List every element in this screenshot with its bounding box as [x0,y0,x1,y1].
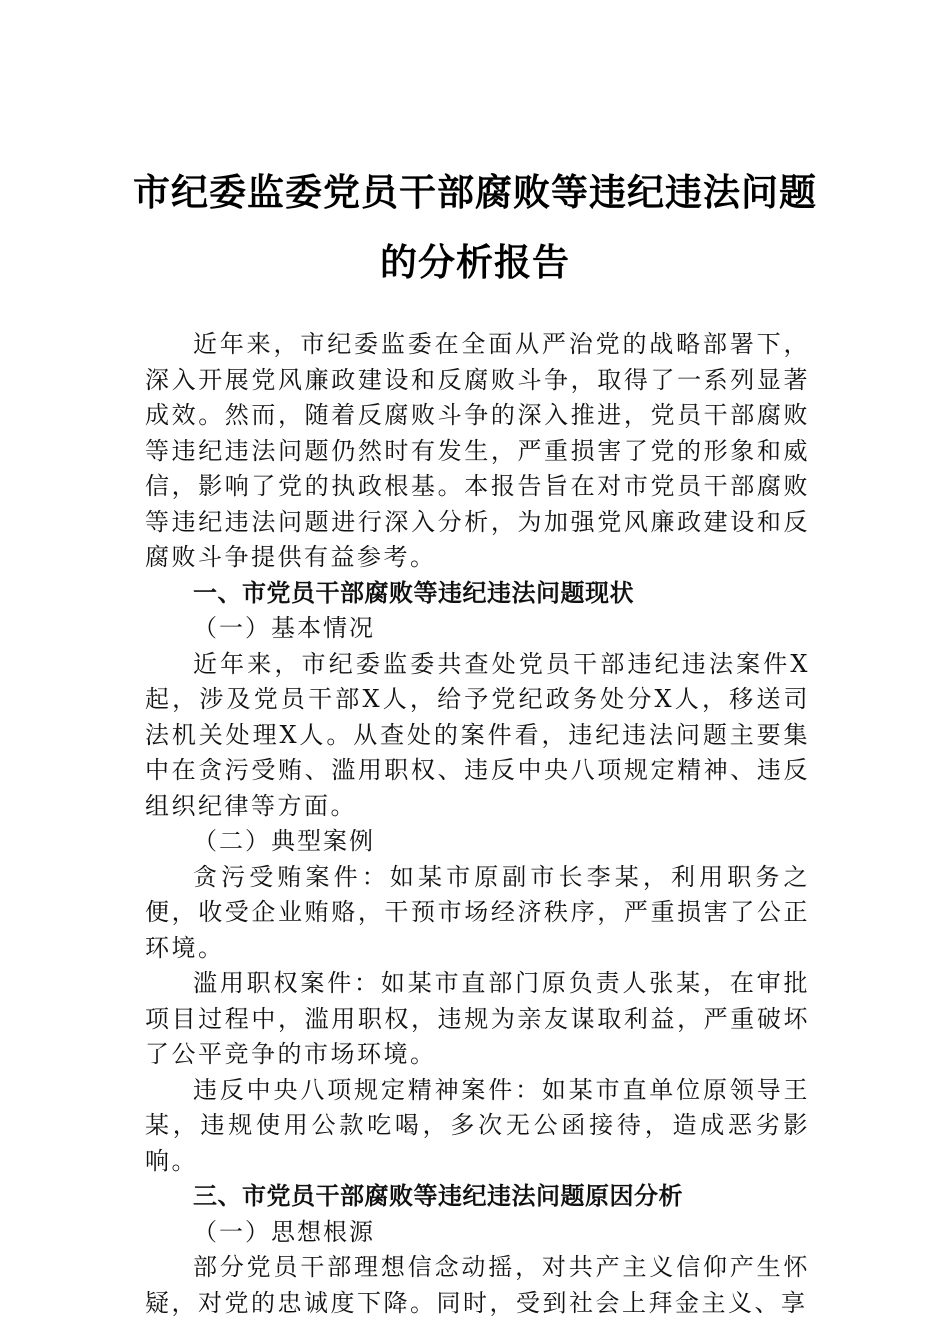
section-3-sub-1-paragraph: 部分党员干部理想信念动摇，对共产主义信仰产生怀疑，对党的忠诚度下降。同时，受到社会上拜金主义、享 [145,1253,810,1317]
section-1-sub-1-paragraph: 近年来，市纪委监委共查处党员干部违纪违法案件X起，涉及党员干部X人，给予党纪政务处分X人，移送司法机关处理X人。从查处的案件看，违纪违法问题主要集中在贪污受贿、滥用职权、违反中央八项规定精神、违反组织纪律等方面。 [145,649,810,820]
section-1-heading: 一、市党员干部腐败等违纪违法问题现状 [193,578,634,607]
section-3-sub-1-heading: （一）思想根源 [193,1217,375,1246]
document-title-line-2: 的分析报告 [380,241,570,284]
section-3-heading: 三、市党员干部腐败等违纪违法问题原因分析 [193,1182,683,1210]
intro-paragraph: 近年来，市纪委监委在全面从严治党的战略部署下，深入开展党风廉政建设和反腐败斗争，取得了一系列显著成效。然而，随着反腐败斗争的深入推进，党员干部腐败等违纪违法问题仍然时有发生，严重损害了党的形象和威信，影响了党的执政根基。本报告旨在对市党员干部腐败等违纪违法问题进行深入分析，为加强党风廉政建设和反腐败斗争提供有益参考。 [145,330,810,571]
case-paragraph-3: 违反中央八项规定精神案件：如某市直单位原领导王某，违规使用公款吃喝，多次无公函接待，造成恶劣影响。 [145,1075,810,1175]
document-title-line-1: 市纪委监委党员干部腐败等违纪违法问题 [133,171,817,214]
case-paragraph-1: 贪污受贿案件：如某市原副市长李某，利用职务之便，收受企业贿赂，干预市场经济秩序，严重损害了公正环境。 [145,862,810,962]
section-1-sub-2-heading: （二）典型案例 [193,827,375,855]
section-1-sub-1-heading: （一）基本情况 [193,614,375,642]
document-body [145,327,810,1321]
case-paragraph-2: 滥用职权案件：如某市直部门原负责人张某，在审批项目过程中，滥用职权，违规为亲友谋取利益，严重破坏了公平竞争的市场环境。 [145,969,810,1068]
